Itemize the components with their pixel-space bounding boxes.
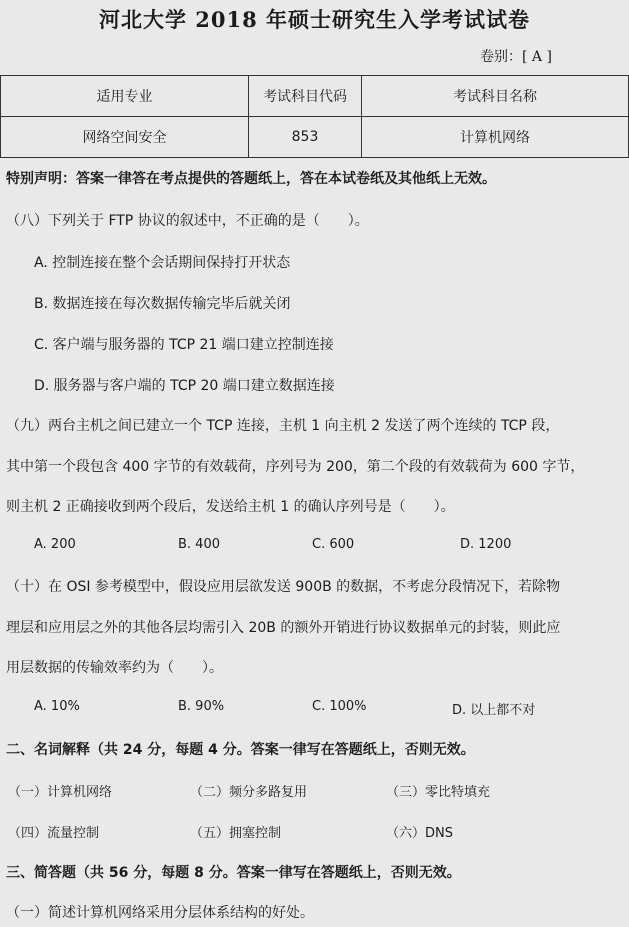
header-name: 考试科目名称 xyxy=(362,76,629,117)
term-4: （四）流量控制 xyxy=(8,826,100,841)
cell-major: 网络空间安全 xyxy=(1,117,249,158)
q8-option-a: A. 控制连接在整个会话期间保持打开状态 xyxy=(34,255,291,271)
q9-option-d: D. 1200 xyxy=(460,537,512,552)
cell-name: 计算机网络 xyxy=(362,117,629,158)
volume-label: 卷别：[ A ] xyxy=(480,49,552,65)
q10-line-1: （十）在 OSI 参考模型中，假设应用层欲发送 900B 的数据，不考虑分段情况下，若除物 xyxy=(6,579,561,595)
section-3-heading: 三、简答题（共 56 分，每题 8 分。答案一律写在答题纸上，否则无效。 xyxy=(6,865,461,881)
q10-option-d: D. 以上都不对 xyxy=(452,703,536,718)
q9-option-a: A. 200 xyxy=(34,537,76,552)
q10-option-a: A. 10% xyxy=(34,699,80,714)
section-2-heading: 二、名词解释（共 24 分，每题 4 分。答案一律写在答题纸上，否则无效。 xyxy=(6,742,475,758)
q10-line-2: 理层和应用层之外的其他各层均需引入 20B 的额外开销进行协议数据单元的封装，则此应 xyxy=(6,620,561,636)
header-code: 考试科目代码 xyxy=(249,76,362,117)
term-1: （一）计算机网络 xyxy=(8,785,113,800)
header-major: 适用专业 xyxy=(1,76,249,117)
q8-stem: （八）下列关于 FTP 协议的叙述中，不正确的是（ ）。 xyxy=(6,213,369,229)
q8-option-c: C. 客户端与服务器的 TCP 21 端口建立控制连接 xyxy=(34,337,334,353)
q8-option-b: B. 数据连接在每次数据传输完毕后就关闭 xyxy=(34,296,291,312)
section-3-q1: （一）简述计算机网络采用分层体系结构的好处。 xyxy=(6,905,314,921)
q8-option-d: D. 服务器与客户端的 TCP 20 端口建立数据连接 xyxy=(34,378,335,394)
table-header-row xyxy=(1,76,629,117)
exam-title: 河北大学 2018 年硕士研究生入学考试试卷 xyxy=(98,7,531,32)
q9-line-2: 其中第一个段包含 400 字节的有效载荷，序列号为 200，第二个段的有效载荷为 600 字节， xyxy=(6,459,585,475)
subject-info-table xyxy=(0,75,629,158)
q9-line-3: 则主机 2 正确接收到两个段后，发送给主机 1 的确认序列号是（ ）。 xyxy=(6,499,455,515)
q10-line-3: 用层数据的传输效率约为（ ）。 xyxy=(6,660,223,676)
q10-option-b: B. 90% xyxy=(178,699,225,714)
term-6: （六）DNS xyxy=(386,826,453,841)
q10-option-c: C. 100% xyxy=(312,699,367,714)
q9-option-b: B. 400 xyxy=(178,537,220,552)
cell-code: 853 xyxy=(249,117,362,158)
special-notice: 特别声明：答案一律答在考点提供的答题纸上，答在本试卷纸及其他纸上无效。 xyxy=(6,171,496,187)
q9-line-1: （九）两台主机之间已建立一个 TCP 连接，主机 1 向主机 2 发送了两个连续的 TCP 段， xyxy=(6,418,560,434)
term-3: （三）零比特填充 xyxy=(386,785,491,800)
term-2: （二）频分多路复用 xyxy=(190,785,308,800)
q9-option-c: C. 600 xyxy=(312,537,355,552)
table-row xyxy=(1,117,629,158)
term-5: （五）拥塞控制 xyxy=(190,826,282,841)
